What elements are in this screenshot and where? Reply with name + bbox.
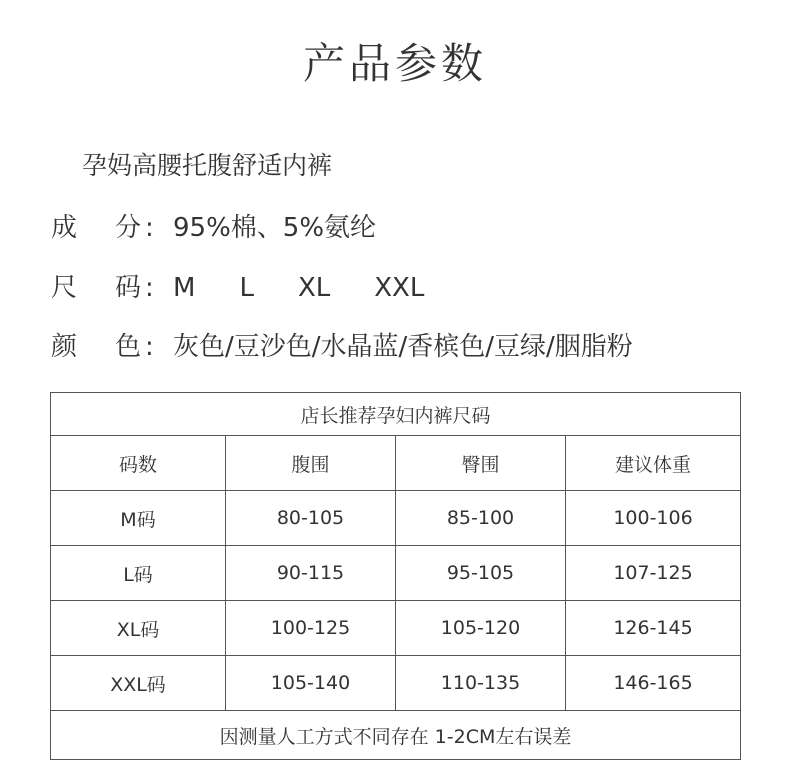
table-cell: 105-120 — [396, 601, 566, 656]
table-cell: 90-115 — [226, 546, 396, 601]
spec-color-value: 灰色/豆沙色/水晶蓝/香槟色/豆绿/胭脂粉 — [173, 332, 633, 362]
table-cell: 146-165 — [566, 656, 741, 711]
size-table-note-row — [51, 711, 741, 760]
product-name: 孕妈高腰托腹舒适内裤 — [82, 151, 333, 180]
table-cell: 95-105 — [396, 546, 566, 601]
table-cell: 126-145 — [566, 601, 741, 656]
header-cell: 码数 — [51, 436, 226, 491]
spec-color-colon: : — [145, 332, 154, 362]
size-table-title-row — [51, 393, 741, 436]
spec-size-colon: : — [145, 273, 154, 303]
table-cell: L码 — [51, 546, 226, 601]
table-cell: 100-125 — [226, 601, 396, 656]
size-table-header-row — [51, 436, 741, 491]
table-row — [51, 491, 741, 546]
table-cell: XXL码 — [51, 656, 226, 711]
size-option: L — [239, 273, 254, 303]
table-row — [51, 656, 741, 711]
size-table-note: 因测量人工方式不同存在 1-2CM左右误差 — [51, 711, 741, 760]
table-cell: 80-105 — [226, 491, 396, 546]
size-option: XXL — [374, 273, 425, 303]
size-option: M — [173, 273, 196, 303]
size-table-title: 店长推荐孕妇内裤尺码 — [51, 393, 741, 436]
table-cell: 85-100 — [396, 491, 566, 546]
page-title: 产品参数 — [302, 39, 487, 88]
table-cell: XL码 — [51, 601, 226, 656]
table-row — [51, 601, 741, 656]
table-cell: 100-106 — [566, 491, 741, 546]
spec-composition-label-char2: 分 — [115, 213, 142, 243]
table-cell: 105-140 — [226, 656, 396, 711]
header-cell: 建议体重 — [566, 436, 741, 491]
header-cell: 臀围 — [396, 436, 566, 491]
spec-composition-label-char1: 成 — [51, 213, 78, 243]
spec-size-values — [173, 270, 468, 306]
spec-color-label-char1: 颜 — [51, 332, 78, 362]
size-table — [50, 392, 741, 760]
size-option: XL — [297, 273, 331, 303]
spec-composition-value: 95%棉、5%氨纶 — [173, 213, 377, 243]
table-cell: 110-135 — [396, 656, 566, 711]
spec-size-label-char2: 码 — [115, 273, 142, 303]
header-cell: 腹围 — [226, 436, 396, 491]
spec-size-label-char1: 尺 — [51, 273, 78, 303]
table-cell: M码 — [51, 491, 226, 546]
table-row — [51, 546, 741, 601]
spec-color-label-char2: 色 — [115, 332, 142, 362]
spec-composition-colon: : — [145, 213, 154, 243]
table-cell: 107-125 — [566, 546, 741, 601]
